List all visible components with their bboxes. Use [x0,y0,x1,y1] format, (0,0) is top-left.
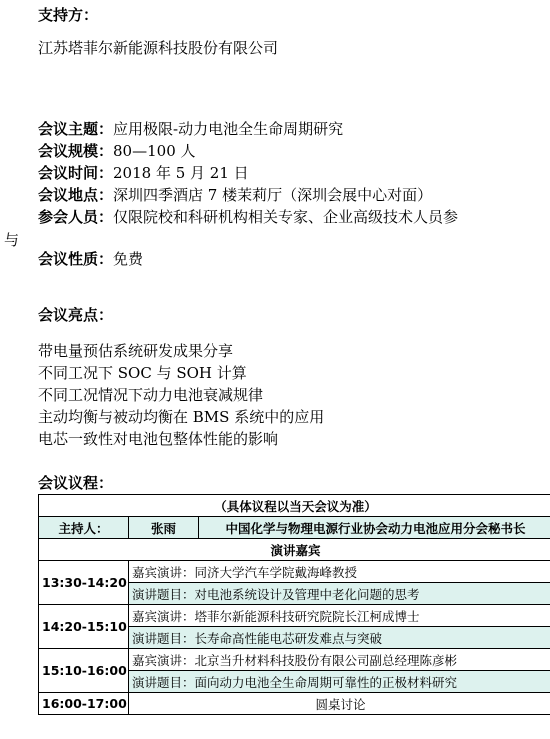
session-time: 14:20-15:10 [39,605,129,649]
table-row [39,605,550,627]
guests-heading: 演讲嘉宾 [39,539,550,561]
info-row-time [38,162,249,184]
host-label: 主持人： [39,517,129,539]
table-row [39,495,550,517]
supporter-heading: 支持方： [38,6,99,24]
roundtable-label: 圆桌讨论 [129,693,550,715]
final-time: 16:00-17:00 [39,693,129,715]
info-label: 会议主题： [38,120,114,138]
info-label: 会议性质： [38,250,114,268]
host-name: 张雨 [129,517,199,539]
session-speaker: 嘉宾演讲：北京当升材料科技股份有限公司副总经理陈彦彬 [129,649,550,671]
info-value: 仅限院校和科研机构相关专家、企业高级技术人员参 [113,208,459,226]
highlight-item: 带电量预估系统研发成果分享 [38,342,234,360]
host-title: 中国化学与物理电源行业协会动力电池应用分会秘书长 [199,517,550,539]
info-value: 深圳四季酒店 7 楼茉莉厅（深圳会展中心对面） [113,186,433,204]
session-time: 15:10-16:00 [39,649,129,693]
overflow-char: 与 [4,231,20,249]
supporter-company: 江苏塔菲尔新能源科技股份有限公司 [38,39,279,57]
session-speaker: 嘉宾演讲：同济大学汽车学院戴海峰教授 [129,561,550,583]
session-topic: 演讲题目：对电池系统设计及管理中老化问题的思考 [129,583,550,605]
info-row-nature [38,248,143,270]
agenda-note: （具体议程以当天会议为准） [39,495,550,517]
session-topic: 演讲题目：面向动力电池全生命周期可靠性的正极材料研究 [129,671,550,693]
info-label: 会议时间： [38,164,114,182]
info-value: 免费 [113,250,144,268]
table-row [39,539,550,561]
agenda-table [38,494,550,715]
info-row-venue [38,184,432,206]
info-row-attendees [38,206,458,228]
info-value: 80—100 人 [113,142,196,160]
info-label: 参会人员： [38,208,114,226]
info-label: 会议地点： [38,186,114,204]
highlight-item: 主动均衡与被动均衡在 BMS 系统中的应用 [38,408,325,426]
agenda-heading: 会议议程： [38,474,114,492]
info-value: 2018 年 5 月 21 日 [113,164,249,182]
info-row-theme [38,118,343,140]
session-time: 13:30-14:20 [39,561,129,605]
session-speaker: 嘉宾演讲：塔菲尔新能源科技研究院院长江柯成博士 [129,605,550,627]
table-row [39,517,550,539]
info-row-scale [38,140,196,162]
table-row [39,649,550,671]
highlight-item: 不同工况情况下动力电池衰减规律 [38,386,264,404]
info-value: 应用极限-动力电池全生命周期研究 [113,120,344,138]
table-row [39,693,550,715]
table-row [39,561,550,583]
highlight-item: 电芯一致性对电池包整体性能的影响 [38,430,279,448]
highlight-item: 不同工况下 SOC 与 SOH 计算 [38,364,247,382]
info-label: 会议规模： [38,142,114,160]
highlights-heading: 会议亮点： [38,306,114,324]
session-topic: 演讲题目：长寿命高性能电芯研发难点与突破 [129,627,550,649]
